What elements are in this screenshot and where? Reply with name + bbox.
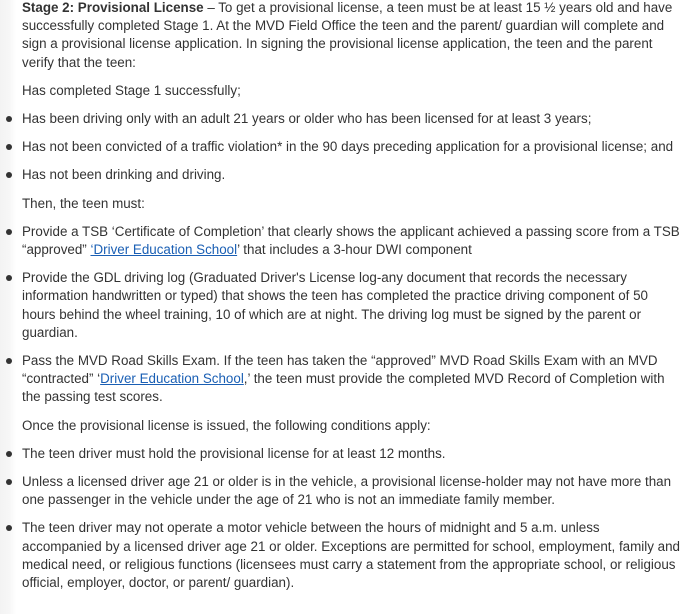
conditions-list — [22, 445, 682, 592]
list-item: The teen driver may not operate a motor vehicle between the hours of midnight and 5 a.m. unless accompanied by a licensed driver age 21 or older. Exceptions are permitted for school, employment, family and medical need, or religious functions (licensees must carry a statement from the appropriate school, or religious official, employer, doctor, or parent/ guardian). — [22, 519, 682, 592]
list-item-road-exam — [22, 352, 682, 407]
then-text: Then, the teen must: — [22, 195, 145, 211]
conditions-intro: Once the provisional license is issued, the following conditions apply: — [22, 417, 431, 433]
list-item: The teen driver must hold the provisional license for at least 12 months. — [22, 445, 682, 463]
requirements-list — [22, 223, 682, 407]
list-item: Has not been convicted of a traffic violation* in the 90 days preceding application for a provisional license; and — [22, 138, 682, 156]
driver-education-school-link[interactable]: ‘Driver Education School — [90, 242, 238, 258]
article-content — [22, 0, 682, 602]
intro-text: – To get a provisional license, a teen must be at least 15 ½ years old and have successfully completed Stage 1. At the MVD Field Office the teen and the parent/ guardian will complete and sign a provisional license application. In signing the provisional license application, the teen and the parent verify that the teen: — [22, 0, 673, 70]
exam-text-before: Pass the MVD Road Skills Exam. If the teen has taken the “approved” MVD Road Skills Exam with an MVD “contracted” ‘ — [22, 353, 658, 387]
stage-heading: Stage 2: Provisional License — [22, 0, 204, 15]
tsb-text-after: ’ that includes a 3-hour DWI component — [237, 242, 472, 258]
driver-education-school-link-2[interactable]: Driver Education School — [100, 371, 244, 387]
exam-text-after: ,’ the teen must provide the completed MVD Record of Completion with the passing test scores. — [22, 371, 665, 405]
intro-paragraph — [22, 0, 682, 72]
verify-first-line: Has completed Stage 1 successfully; — [22, 82, 241, 98]
list-item-gdl-log: Provide the GDL driving log (Graduated Driver's License log-any document that records the necessary information handwritten or typed) that shows the teen has completed the practice driving component of 50 hours behind the wheel training, 10 of which are at night. The driving log must be signed by the parent or guardian. — [22, 269, 682, 342]
list-item: Unless a licensed driver age 21 or older is in the vehicle, a provisional license-holder may not have more than one passenger in the vehicle under the age of 21 who is not an immediate family member. — [22, 473, 682, 509]
left-gutter — [0, 0, 16, 614]
list-item: Has not been drinking and driving. — [22, 166, 682, 184]
list-item-tsb-certificate — [22, 223, 682, 259]
verify-list — [22, 110, 682, 185]
list-item: Has been driving only with an adult 21 years or older who has been licensed for at least 3 years; — [22, 110, 682, 128]
tsb-text-before: Provide a TSB ‘Certificate of Completion’ that clearly shows the applicant achieved a passing score from a TSB “approved” — [22, 223, 680, 258]
